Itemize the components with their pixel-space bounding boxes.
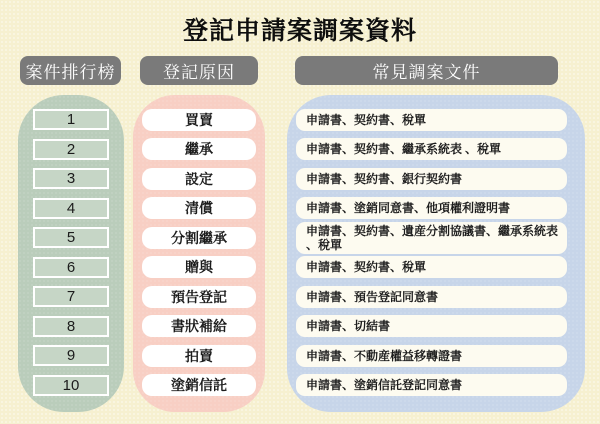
reason-cell: 塗銷信託: [142, 374, 256, 396]
reason-cell: 書狀補給: [142, 315, 256, 337]
rank-cell: 7: [33, 286, 109, 307]
reason-cell: 設定: [142, 168, 256, 190]
rank-cell: 1: [33, 109, 109, 130]
reason-cell: 贈與: [142, 256, 256, 278]
reason-cell: 預告登記: [142, 286, 256, 308]
document-cell: 申請書、塗銷同意書、他項權利證明書: [296, 197, 567, 219]
rank-cell: 8: [33, 316, 109, 337]
document-cell: 申請書、預告登記同意書: [296, 286, 567, 308]
documents-column: [287, 95, 585, 412]
header-registration-reason: 登記原因: [140, 56, 258, 85]
header-common-documents: 常見調案文件: [295, 56, 558, 85]
header-case-ranking: 案件排行榜: [20, 56, 121, 85]
reason-cell: 買賣: [142, 109, 256, 131]
document-cell: 申請書、契約書、稅單: [296, 256, 567, 278]
rank-cell: 4: [33, 198, 109, 219]
ranking-column: [18, 95, 124, 412]
document-cell: 申請書、契約書、繼承系統表 、稅單: [296, 138, 567, 160]
reason-cell: 清償: [142, 197, 256, 219]
reason-column: [133, 95, 265, 412]
document-cell: 申請書、塗銷信託登記同意書: [296, 374, 567, 396]
page-title: 登記申請案調案資料: [182, 18, 417, 45]
document-cell: 申請書、契約書、銀行契約書: [296, 168, 567, 190]
rank-cell: 6: [33, 257, 109, 278]
document-cell: 申請書、不動産權益移轉證書: [296, 345, 567, 367]
document-cell: 申請書、切結書: [296, 315, 567, 337]
rank-cell: 5: [33, 227, 109, 248]
reason-cell: 拍賣: [142, 345, 256, 367]
rank-cell: 2: [33, 139, 109, 160]
document-cell: 申請書、契約書、遺産分割協議書、繼承系統表 、稅單: [296, 222, 567, 254]
rank-cell: 3: [33, 168, 109, 189]
rank-cell: 10: [33, 375, 109, 396]
reason-cell: 分割繼承: [142, 227, 256, 249]
document-cell: 申請書、契約書、稅單: [296, 109, 567, 131]
reason-cell: 繼承: [142, 138, 256, 160]
rank-cell: 9: [33, 345, 109, 366]
